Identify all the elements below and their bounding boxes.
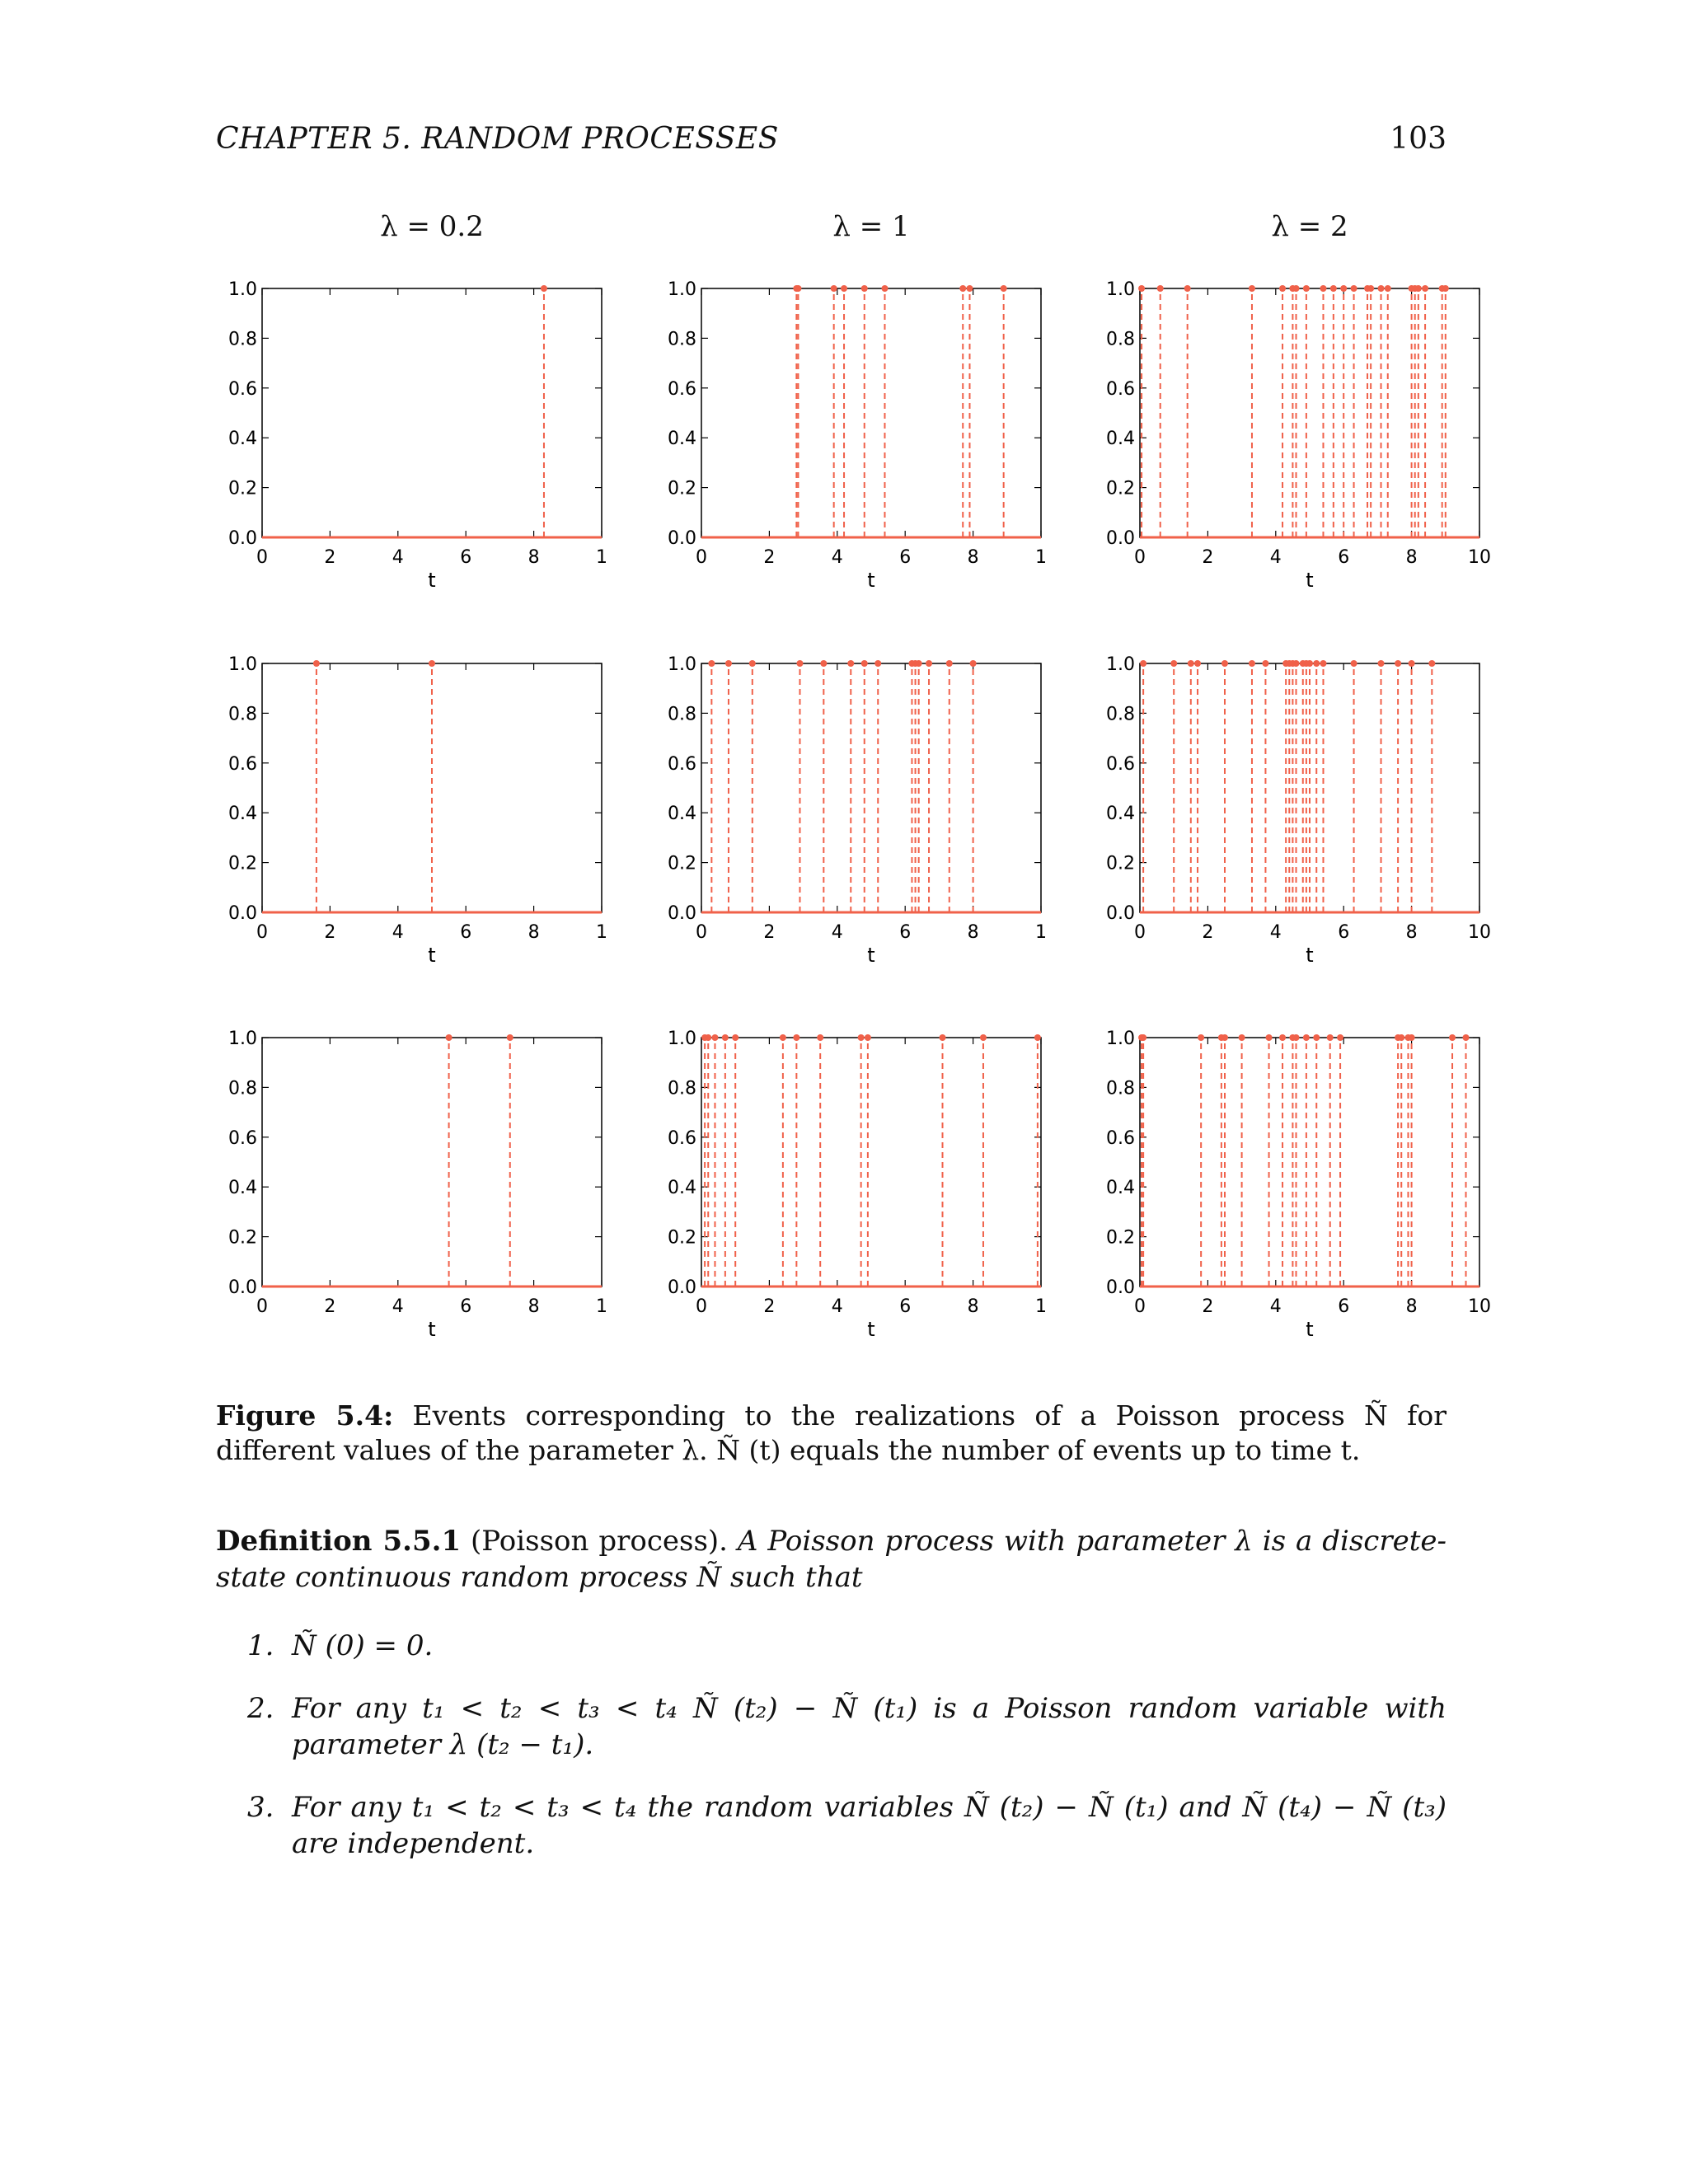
plot-title: λ = 0.2 <box>380 210 484 243</box>
event-marker <box>1262 660 1268 667</box>
event-marker <box>1293 1034 1300 1041</box>
event-marker <box>858 1034 865 1041</box>
plot-frame <box>262 1038 602 1286</box>
x-tick-label: 6 <box>1338 922 1350 943</box>
event-marker <box>705 1034 711 1041</box>
event-marker <box>1320 285 1326 292</box>
event-marker <box>1428 660 1435 667</box>
y-tick-label: 1.0 <box>668 279 696 300</box>
event-marker <box>1313 660 1320 667</box>
event-marker <box>841 285 847 292</box>
stem-plot-2 <box>668 210 1047 592</box>
x-tick-label: 2 <box>1202 1296 1214 1317</box>
y-tick-label: 1.0 <box>1106 1029 1135 1049</box>
x-tick-label: 8 <box>1405 547 1418 568</box>
x-axis-label: t <box>867 569 875 592</box>
x-tick-label: 8 <box>967 1296 979 1317</box>
y-tick-label: 0.6 <box>668 1127 696 1149</box>
event-marker <box>1001 285 1007 292</box>
x-axis-label: t <box>428 944 436 967</box>
event-marker <box>847 660 854 667</box>
event-marker <box>725 660 732 667</box>
x-tick-label: 8 <box>967 922 979 943</box>
list-item-text: For any t₁ < t₂ < t₃ < t₄ Ñ (t₂) − Ñ (t₁) is a Poisson random variable with parameter λ (t₂ − t₁). <box>292 1692 1447 1761</box>
x-tick-label: 4 <box>1269 547 1282 568</box>
y-tick-label: 0.8 <box>1106 329 1135 350</box>
page-number: 103 <box>1390 122 1447 156</box>
event-marker <box>1034 1034 1041 1041</box>
y-tick-label: 0.4 <box>1106 804 1135 825</box>
x-tick-label: 8 <box>528 547 540 568</box>
event-marker <box>1157 285 1164 292</box>
y-tick-label: 0.4 <box>228 429 257 450</box>
chapter-title: CHAPTER 5. RANDOM PROCESSES <box>216 122 779 156</box>
definition-conditions <box>247 1628 1447 1888</box>
x-tick-label: 10 <box>1468 1296 1491 1317</box>
event-marker <box>1367 285 1374 292</box>
event-marker <box>313 660 320 667</box>
event-marker <box>1422 285 1428 292</box>
x-tick-label: 0 <box>696 922 707 943</box>
y-tick-label: 0.8 <box>228 1078 257 1099</box>
x-tick-label: 8 <box>528 1296 540 1317</box>
event-marker <box>541 285 547 292</box>
x-tick-label: 0 <box>256 922 268 943</box>
y-tick-label: 0.0 <box>668 903 696 924</box>
x-axis-label: t <box>1306 944 1314 967</box>
x-tick-label: 1 <box>1035 1296 1047 1317</box>
x-tick-label: 2 <box>1202 922 1214 943</box>
x-tick-label: 0 <box>256 547 268 568</box>
x-axis-label: t <box>1306 569 1314 592</box>
event-marker <box>1378 660 1385 667</box>
event-marker <box>1306 660 1313 667</box>
event-marker <box>1170 660 1177 667</box>
y-tick-label: 0.2 <box>668 478 696 499</box>
event-marker <box>881 285 888 292</box>
x-tick-label: 4 <box>831 1296 843 1317</box>
y-tick-label: 0.0 <box>668 1277 696 1298</box>
y-tick-label: 0.4 <box>668 804 696 825</box>
event-marker <box>865 1034 871 1041</box>
y-tick-label: 0.0 <box>228 1277 257 1298</box>
x-tick-label: 4 <box>392 922 404 943</box>
x-tick-label: 0 <box>256 1296 268 1317</box>
event-marker <box>1293 660 1300 667</box>
y-tick-label: 0.6 <box>228 378 257 400</box>
plot-frame <box>1140 288 1479 537</box>
x-tick-label: 8 <box>967 547 979 568</box>
y-tick-label: 0.2 <box>1106 853 1135 874</box>
event-marker <box>970 660 977 667</box>
y-tick-label: 0.0 <box>1106 1277 1135 1298</box>
y-tick-label: 1.0 <box>668 1029 696 1049</box>
event-marker <box>959 285 966 292</box>
x-tick-label: 8 <box>1405 1296 1418 1317</box>
event-marker <box>1249 660 1255 667</box>
y-tick-label: 0.6 <box>1106 378 1135 400</box>
event-marker <box>1184 285 1191 292</box>
x-axis-label: t <box>428 569 436 592</box>
x-tick-label: 4 <box>392 1296 404 1317</box>
y-tick-label: 0.0 <box>1106 903 1135 924</box>
x-axis-label: t <box>867 1318 875 1341</box>
x-tick-label: 10 <box>1468 922 1491 943</box>
y-tick-label: 0.2 <box>228 853 257 874</box>
definition-label: Definition 5.5.1 <box>216 1525 462 1558</box>
y-tick-label: 1.0 <box>228 1029 257 1049</box>
x-tick-label: 8 <box>1405 922 1418 943</box>
event-marker <box>861 285 868 292</box>
x-axis-label: t <box>867 944 875 967</box>
y-tick-label: 0.6 <box>1106 1127 1135 1149</box>
x-tick-label: 2 <box>763 1296 776 1317</box>
event-marker <box>940 1034 946 1041</box>
event-marker <box>1198 1034 1204 1041</box>
event-marker <box>874 660 881 667</box>
x-tick-label: 6 <box>1338 547 1350 568</box>
y-tick-label: 0.6 <box>228 753 257 775</box>
y-tick-label: 0.8 <box>228 704 257 725</box>
x-tick-label: 0 <box>1134 1296 1146 1317</box>
event-marker <box>817 1034 823 1041</box>
y-tick-label: 1.0 <box>228 279 257 300</box>
y-tick-label: 1.0 <box>228 654 257 675</box>
event-marker <box>1398 1034 1404 1041</box>
plot-frame <box>1140 1038 1479 1286</box>
x-tick-label: 6 <box>460 547 472 568</box>
event-marker <box>1351 660 1357 667</box>
plot-frame <box>262 288 602 537</box>
event-marker <box>916 660 922 667</box>
y-tick-label: 0.0 <box>1106 528 1135 549</box>
y-tick-label: 0.0 <box>228 528 257 549</box>
stem-plot-6 <box>1106 654 1491 967</box>
y-tick-label: 0.2 <box>228 1227 257 1249</box>
event-marker <box>1395 660 1401 667</box>
x-tick-label: 4 <box>1269 922 1282 943</box>
event-marker <box>732 1034 738 1041</box>
event-marker <box>831 285 837 292</box>
x-axis-label: t <box>1306 1318 1314 1341</box>
event-marker <box>1303 1034 1310 1041</box>
plot-frame <box>701 1038 1041 1286</box>
y-tick-label: 0.6 <box>668 378 696 400</box>
event-marker <box>1303 285 1310 292</box>
event-marker <box>1221 1034 1228 1041</box>
list-item-text: For any t₁ < t₂ < t₃ < t₄ the random variables Ñ (t₂) − Ñ (t₁) and Ñ (t₄) − Ñ (t₃) are independent. <box>292 1791 1447 1860</box>
event-marker <box>711 1034 718 1041</box>
definition-block <box>216 1523 1447 1596</box>
event-marker <box>1266 1034 1273 1041</box>
event-marker <box>966 285 973 292</box>
event-marker <box>1327 1034 1334 1041</box>
stem-plot-3 <box>1106 210 1491 592</box>
y-tick-label: 1.0 <box>668 654 696 675</box>
list-item-number: 1. <box>247 1629 274 1662</box>
event-marker <box>793 1034 799 1041</box>
event-marker <box>1409 1034 1415 1041</box>
y-tick-label: 0.2 <box>668 1227 696 1249</box>
x-tick-label: 4 <box>392 547 404 568</box>
x-tick-label: 6 <box>899 1296 912 1317</box>
event-marker <box>1415 285 1422 292</box>
event-marker <box>1239 1034 1245 1041</box>
event-marker <box>446 1034 452 1041</box>
event-marker <box>722 1034 729 1041</box>
stem-plot-8 <box>668 1029 1047 1341</box>
x-tick-label: 0 <box>696 1296 707 1317</box>
event-marker <box>1385 285 1391 292</box>
event-marker <box>1279 285 1286 292</box>
x-tick-label: 1 <box>1035 922 1047 943</box>
y-tick-label: 0.4 <box>1106 429 1135 450</box>
x-tick-label: 2 <box>763 547 776 568</box>
y-tick-label: 0.0 <box>668 528 696 549</box>
y-tick-label: 0.8 <box>228 329 257 350</box>
event-marker <box>926 660 932 667</box>
x-tick-label: 0 <box>1134 922 1146 943</box>
list-item <box>247 1789 1447 1862</box>
x-tick-label: 10 <box>1468 547 1491 568</box>
event-marker <box>1378 285 1385 292</box>
stem-plot-5 <box>668 654 1047 967</box>
event-marker <box>1463 1034 1470 1041</box>
event-marker <box>1140 660 1146 667</box>
event-marker <box>946 660 953 667</box>
event-marker <box>1330 285 1337 292</box>
plot-title: λ = 2 <box>1271 210 1348 243</box>
event-marker <box>980 1034 987 1041</box>
x-tick-label: 2 <box>324 547 336 568</box>
y-tick-label: 0.4 <box>228 804 257 825</box>
y-tick-label: 1.0 <box>1106 654 1135 675</box>
event-marker <box>780 1034 786 1041</box>
y-tick-label: 0.8 <box>668 329 696 350</box>
event-marker <box>1320 660 1326 667</box>
y-tick-label: 0.4 <box>1106 1178 1135 1199</box>
event-marker <box>429 660 435 667</box>
x-tick-label: 4 <box>831 922 843 943</box>
x-tick-label: 8 <box>528 922 540 943</box>
x-axis-label: t <box>428 1318 436 1341</box>
x-tick-label: 6 <box>460 922 472 943</box>
y-tick-label: 0.6 <box>668 753 696 775</box>
event-marker <box>820 660 827 667</box>
x-tick-label: 6 <box>899 547 912 568</box>
y-tick-label: 0.2 <box>1106 478 1135 499</box>
x-tick-label: 2 <box>763 922 776 943</box>
list-item-number: 3. <box>247 1791 274 1824</box>
x-tick-label: 2 <box>324 1296 336 1317</box>
stem-plot-7 <box>228 1029 607 1341</box>
event-marker <box>1249 285 1255 292</box>
event-marker <box>1409 660 1415 667</box>
list-item <box>247 1628 1447 1664</box>
y-tick-label: 0.6 <box>228 1127 257 1149</box>
event-marker <box>1194 660 1201 667</box>
x-tick-label: 1 <box>596 922 607 943</box>
y-tick-label: 0.8 <box>668 1078 696 1099</box>
event-marker <box>507 1034 513 1041</box>
event-marker <box>1188 660 1194 667</box>
event-marker <box>1140 1034 1146 1041</box>
plot-title: λ = 1 <box>832 210 910 243</box>
event-marker <box>1293 285 1300 292</box>
event-marker <box>1340 285 1347 292</box>
x-tick-label: 4 <box>831 547 843 568</box>
x-tick-label: 6 <box>1338 1296 1350 1317</box>
event-marker <box>1138 285 1145 292</box>
event-marker <box>1221 660 1228 667</box>
x-tick-label: 1 <box>1035 547 1047 568</box>
stem-plot-1 <box>228 210 607 592</box>
x-tick-label: 6 <box>899 922 912 943</box>
x-tick-label: 6 <box>460 1296 472 1317</box>
event-marker <box>1279 1034 1286 1041</box>
y-tick-label: 0.2 <box>1106 1227 1135 1249</box>
caption-text: Events corresponding to the realizations of a Poisson process Ñ for different values of the parameter λ. Ñ (t) equals the number of events up to time t. <box>216 1399 1447 1466</box>
y-tick-label: 0.8 <box>1106 1078 1135 1099</box>
x-tick-label: 2 <box>1202 547 1214 568</box>
event-marker <box>1337 1034 1343 1041</box>
stem-plot-4 <box>228 654 607 967</box>
event-marker <box>1351 285 1357 292</box>
event-marker <box>708 660 715 667</box>
y-tick-label: 0.4 <box>668 429 696 450</box>
event-marker <box>1442 285 1449 292</box>
definition-name: (Poisson process). <box>471 1525 728 1558</box>
x-tick-label: 0 <box>696 547 707 568</box>
y-tick-label: 0.8 <box>668 704 696 725</box>
event-marker <box>795 285 801 292</box>
event-marker <box>1313 1034 1320 1041</box>
x-tick-label: 4 <box>1269 1296 1282 1317</box>
stem-plot-9 <box>1106 1029 1491 1341</box>
event-marker <box>1449 1034 1456 1041</box>
figure-caption <box>216 1399 1447 1468</box>
event-marker <box>796 660 803 667</box>
caption-label: Figure 5.4: <box>216 1399 394 1432</box>
event-marker <box>749 660 756 667</box>
y-tick-label: 0.4 <box>228 1178 257 1199</box>
x-tick-label: 1 <box>596 1296 607 1317</box>
list-item <box>247 1690 1447 1763</box>
y-tick-label: 0.2 <box>228 478 257 499</box>
y-tick-label: 0.4 <box>668 1178 696 1199</box>
plot-frame <box>701 288 1041 537</box>
y-tick-label: 0.6 <box>1106 753 1135 775</box>
x-tick-label: 1 <box>596 547 607 568</box>
y-tick-label: 1.0 <box>1106 279 1135 300</box>
x-tick-label: 2 <box>324 922 336 943</box>
list-item-text: Ñ (0) = 0. <box>292 1629 434 1662</box>
y-tick-label: 0.0 <box>228 903 257 924</box>
y-tick-label: 0.2 <box>668 853 696 874</box>
definition-text: A Poisson process with parameter λ is a discrete-state continuous random process Ñ such that <box>216 1525 1447 1594</box>
list-item-number: 2. <box>247 1692 274 1725</box>
event-marker <box>861 660 868 667</box>
x-tick-label: 0 <box>1134 547 1146 568</box>
y-tick-label: 0.8 <box>1106 704 1135 725</box>
